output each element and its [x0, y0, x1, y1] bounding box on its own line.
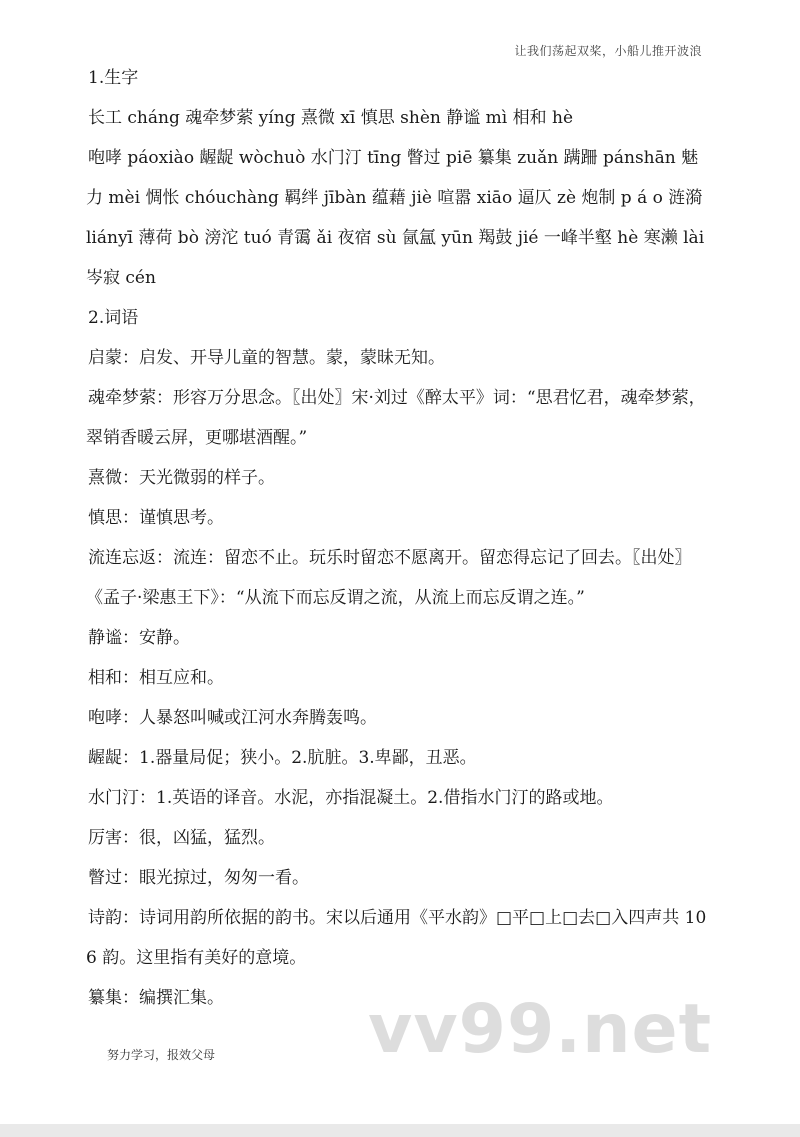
definition-lihai: 厉害：很，凶猛，猛烈。	[88, 828, 275, 848]
definition-xiwei: 熹微：天光微弱的样子。	[88, 468, 275, 488]
definition-paoxiao: 咆哮：人暴怒叫喊或江河水奔腾轰鸣。	[88, 708, 377, 728]
vocab-line-2: 咆哮 páoxiào 龌龊 wòchuò 水门汀 tīng 瞥过 piē 纂集 zuǎn 蹒跚 pánshān 魅力 mèi 惆怅 chóuchàng 羁绊 jībàn 蕴藉 jiè 喧嚣 xiāo 逼仄 zè 炮制 p á o 涟漪 liányī 薄荷 bò 滂沱 tuó 青霭 ǎi 夜宿 sù 氤氲 yūn 羯鼓 jié 一峰半壑 hè 寒濑 lài 岑寂 cén	[86, 148, 705, 288]
definition-wochuo: 龌龊：1.器量局促；狭小。2.肮脏。3.卑鄙，丑恶。	[88, 748, 477, 768]
page-footer: 努力学习，报效父母	[107, 1048, 216, 1062]
definition-pieguo: 瞥过：眼光掠过，匆匆一看。	[88, 868, 309, 888]
definition-hunqianmengying: 魂牵梦萦：形容万分思念。〖出处〗宋·刘过《醉太平》词：“思君忆君，魂牵梦萦，翠销香暖云屏，更哪堪酒醒。”	[86, 388, 706, 448]
page-bottom-edge	[0, 1124, 800, 1137]
section-heading-words: 2.词语	[88, 308, 139, 328]
section-heading-characters: 1.生字	[88, 68, 139, 88]
vocab-line-1: 长工 cháng 魂牵梦萦 yíng 熹微 xī 慎思 shèn 静谧 mì 相和 hè	[88, 108, 574, 128]
definition-xianghe: 相和：相互应和。	[88, 668, 224, 688]
definition-shiyun: 诗韵：诗词用韵所依据的韵书。宋以后通用《平水韵》□平□上□去□入四声共 106 韵。这里指有美好的意境。	[86, 908, 707, 968]
page-header: 让我们荡起双桨，小船儿推开波浪	[514, 44, 702, 58]
definition-zuanji: 纂集：编撰汇集。	[88, 988, 224, 1008]
document-body	[86, 58, 712, 1018]
definition-jingmi: 静谧：安静。	[88, 628, 190, 648]
definition-shensi: 慎思：谨慎思考。	[88, 508, 224, 528]
definition-qimeng: 启蒙：启发、开导儿童的智慧。蒙，蒙昧无知。	[88, 348, 445, 368]
definition-liulianwangfan: 流连忘返：流连：留恋不止。玩乐时留恋不愿离开。留恋得忘记了回去。〖出处〗《孟子·梁惠王下》：“从流下而忘反谓之流，从流上而忘反谓之连。”	[86, 548, 692, 608]
site-watermark: vv99.net	[368, 990, 713, 1069]
definition-shuimenting: 水门汀：1.英语的译音。水泥，亦指混凝土。2.借指水门汀的路或地。	[88, 788, 614, 808]
